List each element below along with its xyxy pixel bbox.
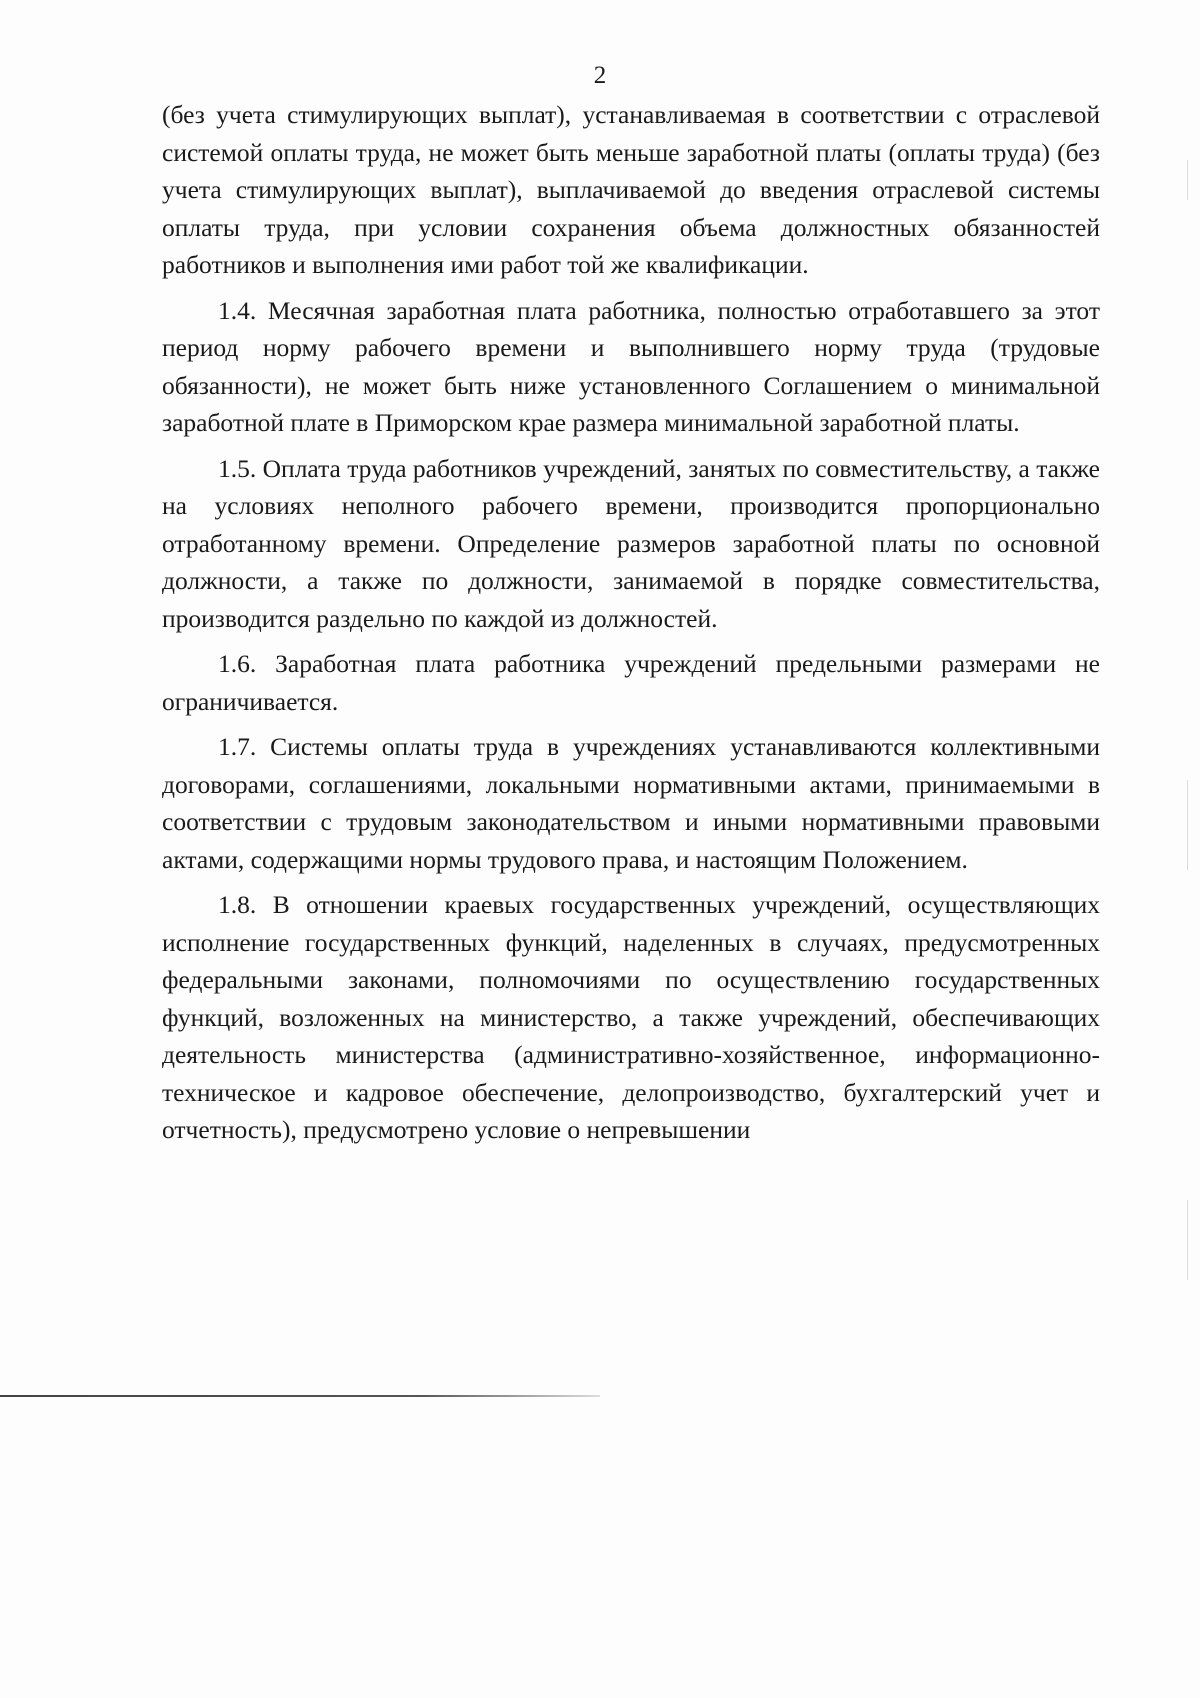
paragraph-continuation: (без учета стимулирующих выплат), устанавливаемая в соответствии с отраслевой системой оплаты труда, не может быть меньше заработной платы (оплаты труда) (без учета стимулирующих выплат), выплачиваемой до введения отраслевой системы оплаты труда, при условии сохранения объема должностных обязанностей работников и выполнения ими работ той же квалификации. (162, 100, 1100, 279)
scan-edge-mark (1187, 160, 1188, 200)
scan-edge-mark (1187, 1200, 1188, 1280)
scan-edge-mark (1187, 780, 1188, 870)
page-number: 2 (593, 62, 607, 89)
paragraph-1-6: 1.6. Заработная плата работника учреждений предельными размерами не ограничивается. (162, 649, 1100, 716)
paragraph-1-7: 1.7. Системы оплаты труда в учреждениях устанавливаются коллективными договорами, соглашениями, локальными нормативными актами, принимаемыми в соответствии с трудовым законодательством и иными нормативными правовыми актами, содержащими нормы трудового права, и настоящим Положением. (162, 732, 1100, 874)
paragraph-1-5: 1.5. Оплата труда работников учреждений, занятых по совместительству, а также на условиях неполного рабочего времени, производится пропорционально отработанному времени. Определение размеров заработной платы по основной должности, а также по должности, занимаемой в порядке совместительства, производится раздельно по каждой из должностей. (162, 453, 1100, 633)
scan-artifact-line (0, 1395, 600, 1397)
paragraph-1-4: 1.4. Месячная заработная плата работника, полностью отработавшего за этот период норму рабочего времени и выполнившего норму труда (трудовые обязанности), не может быть ниже установленного Соглашением о минимальной заработной плате в Приморском крае размера минимальной заработной платы. (162, 295, 1100, 437)
paragraph-1-8: 1.8. В отношении краевых государственных учреждений, осуществляющих исполнение государственных функций, наделенных в случаях, предусмотренных федеральными законами, полномочиями по осуществлению государственных функций, возложенных на министерство, а также учреждений, обеспечивающих деятельность министерства (административно-хозяйственное, информационно-техническое и кадровое обеспечение, делопроизводство, бухгалтерский учет и отчетность), предусмотрено условие о непревышении (162, 890, 1100, 1144)
document-body (162, 96, 1100, 1157)
